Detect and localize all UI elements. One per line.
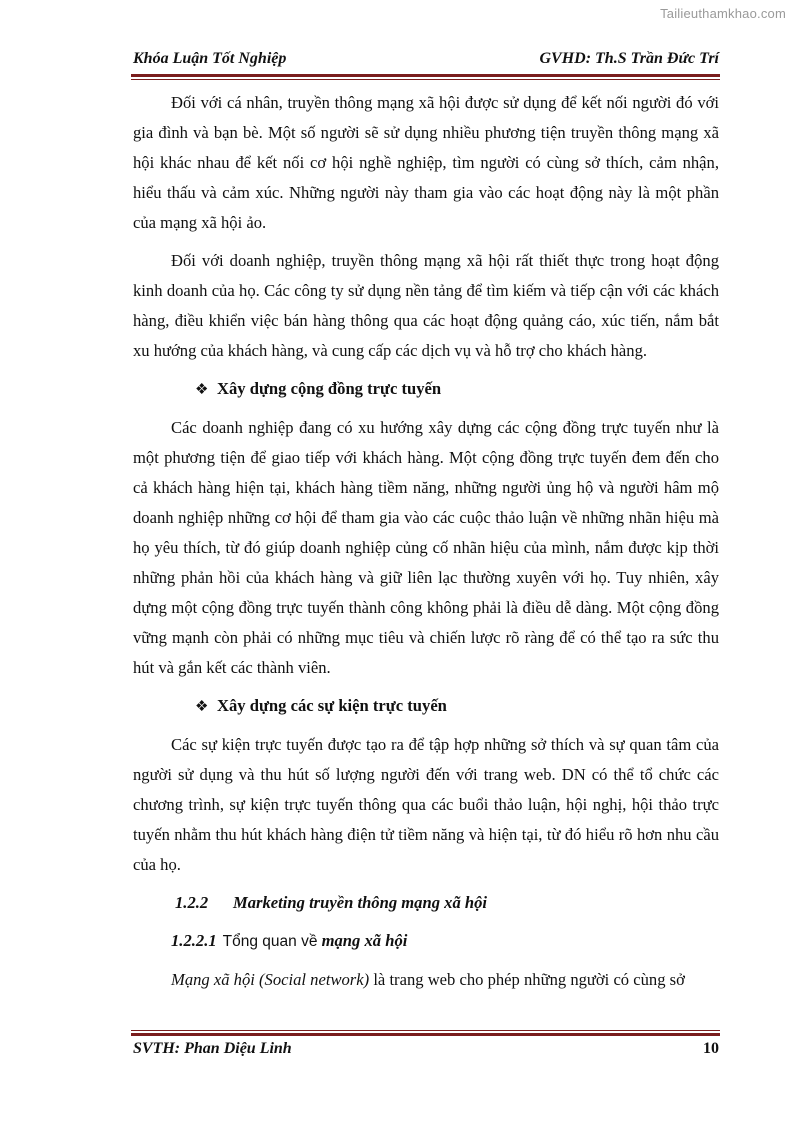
bullet-heading-community <box>133 374 719 405</box>
social-network-definition: là trang web cho phép những người có cùng sở <box>369 970 685 989</box>
subsection-number: 1.2.2.1 <box>171 931 217 950</box>
header-rule-thin <box>131 79 720 80</box>
section-heading-1-2-2 <box>133 888 719 918</box>
page-header <box>133 48 719 72</box>
watermark: Tailieuthamkhao.com <box>660 6 786 21</box>
page-number: 10 <box>703 1040 719 1057</box>
bullet-heading-events-text: Xây dựng các sự kiện trực tuyến <box>217 696 447 715</box>
header-advisor: GVHD: Th.S Trần Đức Trí <box>539 50 719 67</box>
diamond-bullet-icon: ❖ <box>195 699 209 715</box>
footer-rule-thin <box>131 1030 720 1031</box>
paragraph-community: Các doanh nghiệp đang có xu hướng xây dựng các cộng đồng trực tuyến như là một phương tiện để giao tiếp với khách hàng. Một cộng đồng trực tuyến đem đến cho cả khách hàng hiện tại, khách hàng tiềm năng, những người ủng hộ và người hâm mộ doanh nghiệp những cơ hội để tham gia vào các cuộc thảo luận về những nhãn hiệu mà họ yêu thích, từ đó giúp doanh nghiệp củng cố nhãn hiệu của mình, nắm được kịp thời những phản hồi của khách hàng và giữ liên lạc thường xuyên với họ. Tuy nhiên, xây dựng một cộng đồng trực tuyến thành công không phải là điều dễ dàng. Một cộng đồng vững mạnh còn phải có những mục tiêu và chiến lược rõ ràng để có thể tạo ra sức thu hút và gắn kết các thành viên. <box>133 418 719 677</box>
footer-rule-thick <box>131 1033 720 1036</box>
section-number: 1.2.2 <box>175 893 209 912</box>
paragraph-social-network <box>133 965 719 995</box>
diamond-bullet-icon: ❖ <box>195 382 209 398</box>
paragraph-events: Các sự kiện trực tuyến được tạo ra để tập hợp những sở thích và sự quan tâm của người sử dụng và thu hút số lượng người đến với trang web. DN có thể tổ chức các chương trình, sự kiện trực tuyến thông qua các buổi thảo luận, hội nghị, hội thảo trực tuyến nhằm thu hút khách hàng điện tử tiềm năng và hiện tại, từ đó hiểu rõ hơn nhu cầu của họ. <box>133 735 719 874</box>
subsection-heading-1-2-2-1 <box>133 926 719 957</box>
footer-student: SVTH: Phan Diệu Linh <box>133 1040 292 1057</box>
page-content <box>133 88 719 995</box>
header-rule-thick <box>131 74 720 77</box>
social-network-term: Mạng xã hội (Social network) <box>171 970 370 989</box>
subsection-title-plain: Tổng quan về <box>222 933 318 950</box>
section-title: Marketing truyền thông mạng xã hội <box>233 893 488 912</box>
bullet-heading-events <box>133 691 719 722</box>
paragraph-businesses: Đối với doanh nghiệp, truyền thông mạng xã hội rất thiết thực trong hoạt động kinh doanh của họ. Các công ty sử dụng nền tảng để tìm kiếm và tiếp cận với các khách hàng, điều khiển việc bán hàng thông qua các hoạt động quảng cáo, xúc tiến, nắm bắt xu hướng của khách hàng, và cung cấp các dịch vụ và hỗ trợ cho khách hàng. <box>133 251 719 360</box>
header-thesis-title: Khóa Luận Tốt Nghiệp <box>133 50 287 67</box>
subsection-title-italic: mạng xã hội <box>321 931 408 950</box>
paragraph-individuals: Đối với cá nhân, truyền thông mạng xã hội được sử dụng để kết nối người đó với gia đình và bạn bè. Một số người sẽ sử dụng nhiều phương tiện truyền thông mạng xã hội khác nhau để kết nối cơ hội nghề nghiệp, tìm người có cùng sở thích, cảm nhận, hiểu thấu và cảm xúc. Những người này tham gia vào các hoạt động này là một phần của mạng xã hội ảo. <box>133 93 719 232</box>
bullet-heading-community-text: Xây dựng cộng đồng trực tuyến <box>217 379 442 398</box>
